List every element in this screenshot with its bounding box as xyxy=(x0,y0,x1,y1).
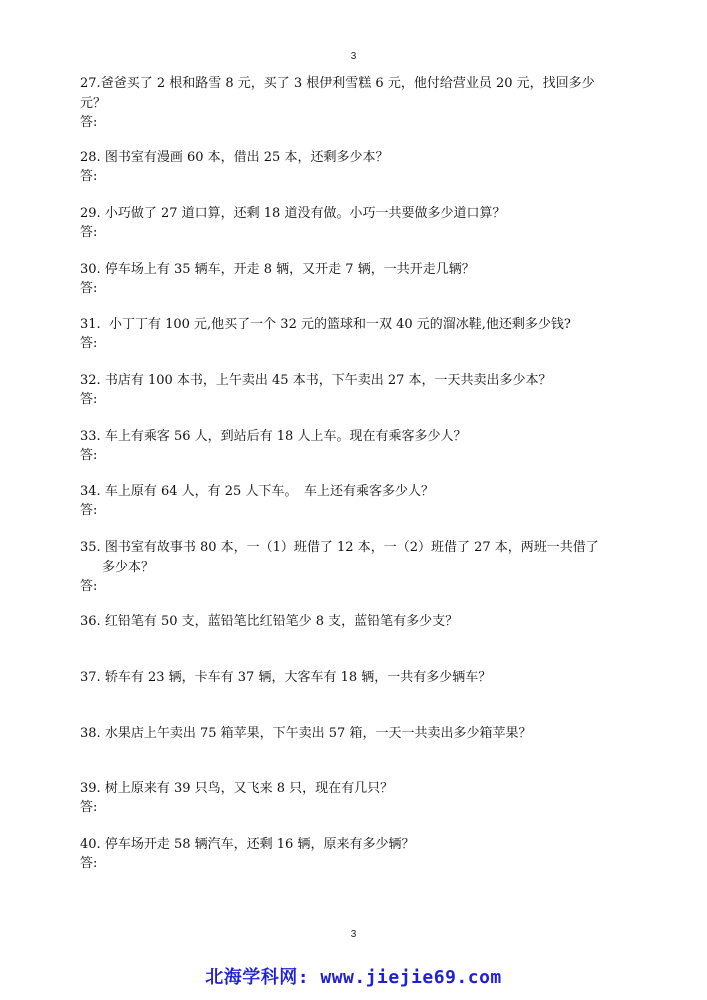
problem-30 xyxy=(80,260,580,298)
problem-line xyxy=(80,538,599,558)
problem-line xyxy=(80,260,580,280)
answer-label: 答: xyxy=(80,579,98,594)
problem-35 xyxy=(80,538,599,596)
problem-37 xyxy=(80,668,580,688)
problem-text: 水果店上午卖出 75 箱苹果，下午卖出 57 箱，一天一共卖出多少箱苹果？ xyxy=(104,726,532,741)
problem-33 xyxy=(80,427,580,465)
answer-label: 答: xyxy=(80,392,98,407)
problem-line xyxy=(80,482,580,502)
problem-text: 小巧做了 27 道口算，还剩 18 道没有做。小巧一共要做多少道口算？ xyxy=(104,206,506,221)
problem-line xyxy=(80,371,580,391)
problem-line xyxy=(80,779,580,799)
problem-text: 图书室有故事书 80 本，一（1）班借了 12 本，一（2）班借了 27 本，两班一共借了 xyxy=(104,540,599,555)
answer-label: 答: xyxy=(80,281,98,296)
problem-text: 书店有 100 本书，上午卖出 45 本书，下午卖出 27 本，一天共卖出多少本？ xyxy=(104,373,552,388)
problem-line xyxy=(80,612,580,632)
page-number-top: 3 xyxy=(350,51,357,62)
answer-label: 答: xyxy=(80,448,98,463)
problem-text: 红铅笔有 50 支，蓝铅笔比红铅笔少 8 支，蓝铅笔有多少支？ xyxy=(104,614,459,629)
problem-32 xyxy=(80,371,580,409)
problem-text: 轿车有 23 辆，卡车有 37 辆，大客车有 18 辆，一共有多少辆车？ xyxy=(104,670,492,685)
problem-number: 29. xyxy=(80,206,101,221)
problem-number: 35. xyxy=(80,540,101,555)
problem-36 xyxy=(80,612,580,632)
answer-label: 答: xyxy=(80,800,98,815)
problem-line xyxy=(80,427,580,447)
answer-label: 答: xyxy=(80,169,98,184)
problem-line xyxy=(80,74,595,94)
problem-number: 30. xyxy=(80,262,101,277)
problem-28 xyxy=(80,148,580,186)
problem-text-continued: 元？ xyxy=(80,96,107,111)
footer-website-link[interactable]: 北海学科网: www.jiejie69.com xyxy=(205,967,502,988)
problem-number: 33. xyxy=(80,429,101,444)
problem-number: 28. xyxy=(80,150,101,165)
problem-text: 小丁丁有 100 元,他买了一个 32 元的篮球和一双 40 元的溜冰鞋,他还剩多少钱? xyxy=(108,317,571,332)
problem-line xyxy=(80,724,580,744)
problem-40 xyxy=(80,835,580,873)
problem-39 xyxy=(80,779,580,817)
answer-label: 答: xyxy=(80,503,98,518)
answer-label: 答: xyxy=(80,115,98,130)
problem-number: 34. xyxy=(80,484,101,499)
problem-number: 31. xyxy=(80,317,101,332)
problem-text: 停车场上有 35 辆车，开走 8 辆，又开走 7 辆，一共开走几辆？ xyxy=(104,262,475,277)
problem-text-continued: 多少本？ xyxy=(102,560,155,575)
problem-number: 38. xyxy=(80,726,101,741)
problem-text: 车上有乘客 56 人，到站后有 18 人上车。现在有乘客多少人？ xyxy=(104,429,467,444)
problem-line xyxy=(80,835,580,855)
answer-label: 答: xyxy=(80,336,98,351)
page-number-bottom: 3 xyxy=(350,929,357,940)
problem-number: 37. xyxy=(80,670,101,685)
problem-number: 39. xyxy=(80,781,101,796)
problem-number: 32. xyxy=(80,373,101,388)
problem-34 xyxy=(80,482,580,520)
problem-line xyxy=(80,148,580,168)
problem-number: 27. xyxy=(80,76,101,91)
problem-text: 车上原有 64 人，有 25 人下车。 车上还有乘客多少人？ xyxy=(104,484,434,499)
problem-line xyxy=(80,204,580,224)
problem-text: 爸爸买了 2 根和路雪 8 元，买了 3 根伊利雪糕 6 元，他付给营业员 20 元，找回多少 xyxy=(100,76,595,91)
problem-text: 停车场开走 58 辆汽车，还剩 16 辆，原来有多少辆？ xyxy=(104,837,415,852)
problem-38 xyxy=(80,724,580,744)
problem-line xyxy=(80,668,580,688)
problem-line xyxy=(80,315,580,335)
problem-31 xyxy=(80,315,580,353)
answer-label: 答: xyxy=(80,225,98,240)
problem-number: 40. xyxy=(80,837,101,852)
problem-27 xyxy=(80,74,595,132)
problem-text: 树上原来有 39 只鸟，又飞来 8 只，现在有几只？ xyxy=(104,781,394,796)
answer-label: 答: xyxy=(80,856,98,871)
problem-text: 图书室有漫画 60 本，借出 25 本，还剩多少本？ xyxy=(104,150,389,165)
problem-29 xyxy=(80,204,580,242)
problem-number: 36. xyxy=(80,614,101,629)
